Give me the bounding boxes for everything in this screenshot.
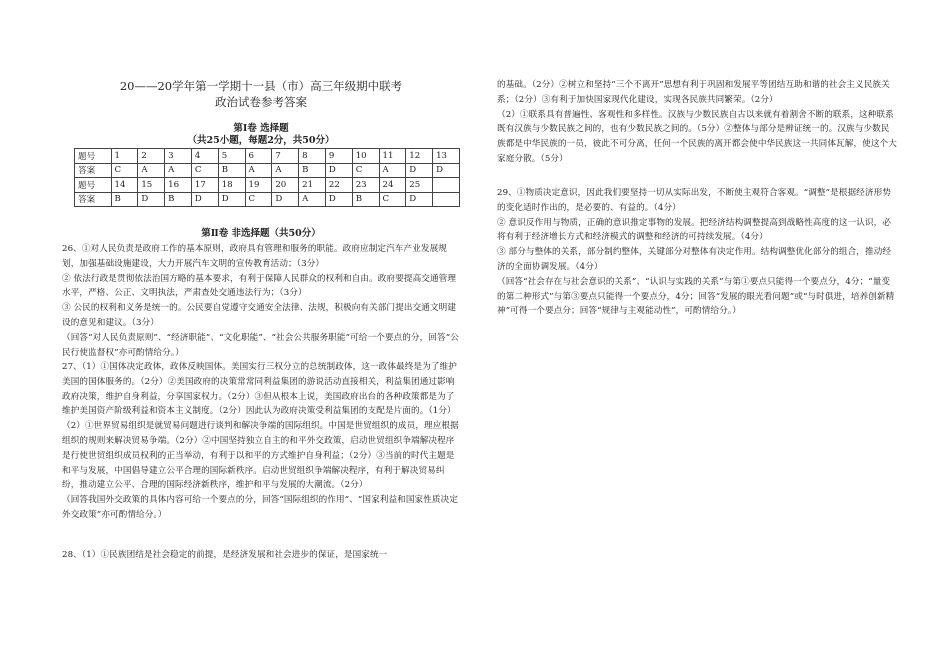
page-title: 20——20学年第一学期十一县（市）高三年级期中联考 <box>119 79 403 93</box>
table-cell: D <box>191 192 218 207</box>
table-cell: B <box>299 163 326 178</box>
table-cell: 4 <box>191 149 218 164</box>
answer-table-row <box>75 149 460 164</box>
answer-paragraph: （2）①联系具有普遍性、客观性和多样性。汉族与少数民族自古以来就有着割舍不断的联系，这种联系既有汉族与少数民族之间的，也有少数民族之间的。（5分）②整体与部分是辨证统一的。汉族与少数民族都是中华民族的一员，彼此不可分离，任何一个民族的离开都会使中华民族这一共同体瓦解，使这个大家庭分散。（5分） <box>497 109 897 164</box>
answer-paragraph: （回答我国外交政策的具体内容可给一个要点的分，回答“国际组织的作用”、“国家利益和国家性质决定外交政策”亦可酌情给分。） <box>62 495 459 520</box>
question-26 <box>62 242 460 360</box>
table-cell: 14 <box>111 178 138 193</box>
table-cell: D <box>406 163 433 178</box>
table-cell: A <box>299 192 326 207</box>
question-28-continued <box>497 78 897 167</box>
answer-table-row <box>75 192 460 207</box>
table-cell: 15 <box>138 178 165 193</box>
question-29 <box>497 186 897 319</box>
answer-paragraph: ③ 公民的权利和义务是统一的。公民要自觉遵守交通安全法律、法规，积极向有关部门提出交通文明建设的意见和建议。（3分） <box>62 303 457 328</box>
table-cell: 13 <box>433 149 460 164</box>
answer-paragraph: ② 意识反作用与物质，正确的意识推定事物的发展。把经济结构调整提高到战略性高度的这一认识，必将有利于经济增长方式和经济模式的调整和经济的可持续发展。（4分） <box>497 217 892 243</box>
table-cell: 22 <box>325 178 352 193</box>
table-cell: A <box>245 163 272 178</box>
answer-paragraph: 27、（1）①国体决定政体，政体反映国体。美国实行三权分立的总统制政体，这一政体最终是为了维护美国的国体服务的。（2分）②美国政府的决策常常同利益集团的游说活动直接相关，利益集团通过影响政府决策，维护自身利益，分享国家权力。（2分）③但从根本上说，美国政府出台的各种政策都是为了维护美国资产阶级利益和资本主义制度。（2分）因此认为政府决策受利益集团的支配是片面的。（1分） <box>62 362 457 417</box>
table-cell: 2 <box>138 149 165 164</box>
answer-table-row <box>75 163 460 178</box>
table-cell: B <box>111 192 138 207</box>
answer-paragraph: （回答“社会存在与社会意识的关系”、“认识与实践的关系”与第①要点只能得一个要点分，4分；“量变的第二种形式”与第③要点只能得一个要点分，4分；回答“发展的眼光看问题”或“与时俱进，培养创新精神”可得一个要点分；回答“规律与主观能动性”，可酌情给分。） <box>497 276 895 317</box>
answer-table <box>74 148 460 207</box>
table-cell: 6 <box>245 149 272 164</box>
table-cell: 12 <box>406 149 433 164</box>
table-cell: 5 <box>218 149 245 164</box>
page-subtitle: 政治试卷参考答案 <box>215 95 307 109</box>
answer-paragraph: 的基础。（2分）②树立和坚持“三个不离开”思想有利于巩固和发展平等团结互助和谐的社会主义民族关系；（2分）③有利于加快国家现代化建设，实现各民族共同繁荣。（2分） <box>497 80 890 105</box>
table-cell: 10 <box>352 149 379 164</box>
table-cell: C <box>245 192 272 207</box>
table-cell: 答案 <box>75 163 112 178</box>
answer-paragraph: 26、①对人民负责是政府工作的基本原则，政府具有管理和服务的职能。政府应制定汽车产业发展规划，加强基础设施建设，大力开展汽车文明的宣传教育活动；（3分） <box>62 244 447 269</box>
answer-paragraph: 29、①物质决定意识，因此我们要坚持一切从实际出发，不断使主观符合客观。“调整”是根据经济形势的变化适时作出的，是必要的、有益的。（4分） <box>497 188 891 213</box>
part1-subheading: （共25小题，每题2分，共50分） <box>187 135 335 146</box>
table-cell: B <box>352 192 379 207</box>
table-cell: 答案 <box>75 192 112 207</box>
table-cell <box>433 178 460 193</box>
table-cell: 1 <box>111 149 138 164</box>
table-cell: 20 <box>272 178 299 193</box>
table-cell: A <box>379 163 406 178</box>
table-cell: C <box>191 163 218 178</box>
table-cell: 题号 <box>75 149 112 164</box>
answer-paragraph: ② 依法行政是贯彻依法治国方略的基本要求，有利于保障人民群众的权利和自由。政府要提高交通管理水平，严格、公正、文明执法，严肃查处交通违法行为；（3分） <box>62 273 457 299</box>
table-cell: D <box>272 192 299 207</box>
table-cell: 8 <box>299 149 326 164</box>
table-cell: 题号 <box>75 178 112 193</box>
answer-paragraph: ③ 部分与整体的关系，部分制约整体，关键部分对整体有决定作用。结构调整优化部分的组合，推动经济的全面协调发展。（4分） <box>497 247 892 272</box>
table-cell: 25 <box>406 178 433 193</box>
table-cell: 18 <box>218 178 245 193</box>
answer-table-row <box>75 178 460 193</box>
table-cell: 23 <box>352 178 379 193</box>
table-cell: C <box>111 163 138 178</box>
question-27 <box>62 360 460 523</box>
part2-heading: 第Ⅱ卷 非选择题（共50分） <box>201 228 321 239</box>
table-cell: B <box>218 163 245 178</box>
answer-paragraph: （2）①世界贸易组织是就贸易问题进行谈判和解决争端的国际组织。中国是世贸组织的成员，理应根据组织的规则来解决贸易争端。（2分）②中国坚持独立自主的和平外交政策，启动世贸组织争端解决程序是行使世贸组织成员权利的正当举动，有利于以和平的方式维护自身利益；（2分）③当前的时代主题是和平与发展，中国倡导建立公平合理的国际新秩序。启动世贸组织争端解决程序，有利于解决贸易纠纷，推动建立公平、合理的国际经济新秩序，维护和平与发展的大潮流。（2分） <box>62 421 459 491</box>
table-cell: A <box>272 163 299 178</box>
table-cell: 11 <box>379 149 406 164</box>
part1-heading: 第Ⅰ卷 选择题 <box>233 123 289 134</box>
table-cell: D <box>433 163 460 178</box>
table-cell: D <box>325 192 352 207</box>
table-cell: C <box>379 192 406 207</box>
table-cell: A <box>165 163 192 178</box>
table-cell: 21 <box>299 178 326 193</box>
table-cell: 19 <box>245 178 272 193</box>
table-cell: C <box>352 163 379 178</box>
table-cell: 3 <box>165 149 192 164</box>
table-cell: A <box>138 163 165 178</box>
table-cell: 24 <box>379 178 406 193</box>
answer-paragraph: （回答“对人民负责原则”、“经济职能”、“文化职能”、“社会公共服务职能”可给一个要点的分，回答“公民行使监督权”亦可酌情给分。） <box>62 332 459 358</box>
table-cell: 7 <box>272 149 299 164</box>
answer-paragraph: 28、（1）①民族团结是社会稳定的前提，是经济发展和社会进步的保证，是国家统一 <box>62 550 388 560</box>
table-cell: D <box>325 163 352 178</box>
table-cell: 17 <box>191 178 218 193</box>
table-cell: D <box>218 192 245 207</box>
table-cell: D <box>138 192 165 207</box>
table-cell: 9 <box>325 149 352 164</box>
table-cell: D <box>406 192 433 207</box>
question-28-start <box>62 548 460 563</box>
table-cell <box>433 192 460 207</box>
table-cell: 16 <box>165 178 192 193</box>
table-cell: B <box>165 192 192 207</box>
